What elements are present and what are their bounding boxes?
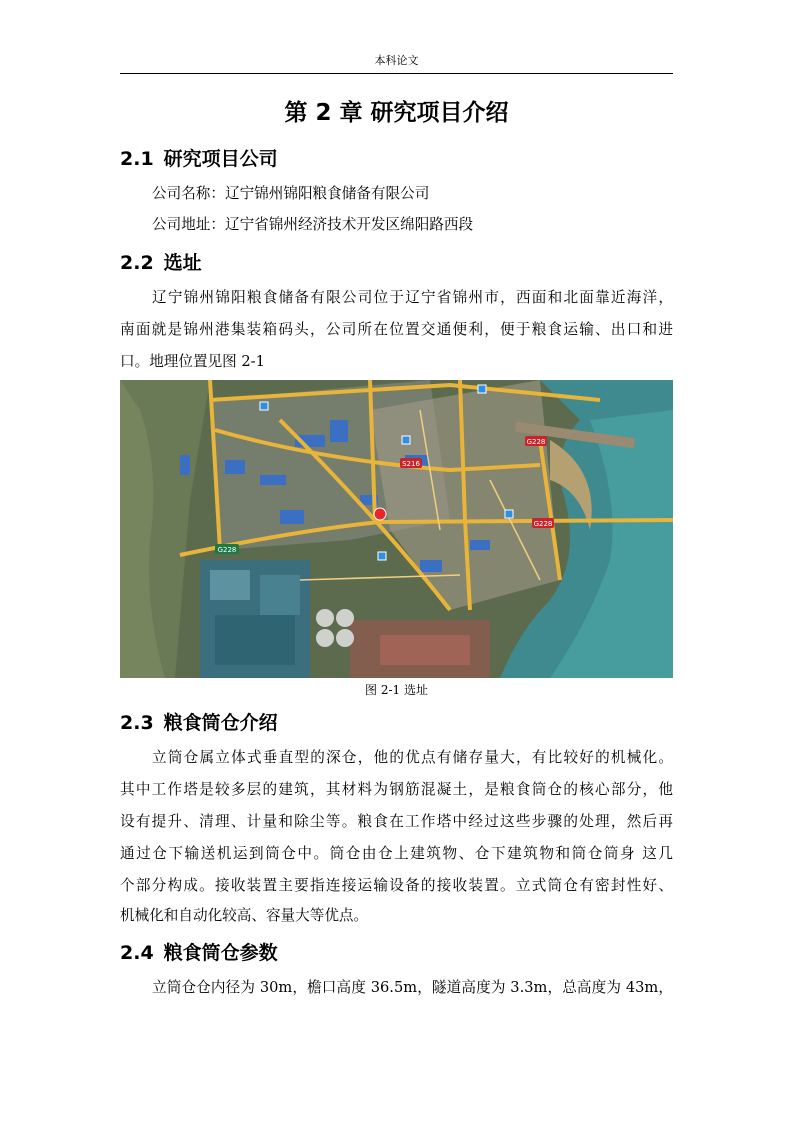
- chapter-title: 第 2 章 研究项目介绍: [284, 100, 509, 126]
- location-pin-icon: [374, 508, 386, 520]
- section-heading-2-2: [120, 248, 202, 275]
- section-number: 2.1: [120, 148, 154, 170]
- section-number: 2.4: [120, 942, 154, 964]
- section-heading-2-1: [120, 144, 278, 171]
- paragraph-line: 机械化和自动化较高、容量大等优点。: [120, 907, 369, 924]
- paragraph-line: 立筒仓仓内径为 30m，檐口高度 36.5m，隧道高度为 3.3m，总高度为 43m，: [152, 979, 673, 996]
- satellite-map-image: [120, 380, 673, 678]
- road-label: G228: [526, 438, 546, 446]
- paragraph-line: 立筒仓属立体式垂直型的深仓，他的优点有储存量大，有比较好的机械化。: [152, 749, 673, 766]
- section-title: 粮食筒仓参数: [163, 942, 278, 964]
- paragraph-line: 辽宁锦州锦阳粮食储备有限公司位于辽宁省锦州市，西面和北面靠近海洋，: [152, 289, 673, 306]
- section-heading-2-3: [120, 708, 278, 735]
- paragraph-line: 南面就是锦州港集装箱码头，公司所在位置交通便利，便于粮食运输、出口和进: [120, 321, 673, 338]
- company-name-line: 公司名称：辽宁锦州锦阳粮食储备有限公司: [152, 185, 430, 202]
- road-label: G228: [533, 520, 553, 528]
- paragraph-line: 口。地理位置见图 2-1: [120, 353, 265, 370]
- paragraph-line: 通过仓下输送机运到筒仓中。筒仓由仓上建筑物、仓下建筑物和筒仓筒身 这几: [120, 845, 673, 862]
- road-label: G228: [217, 546, 237, 554]
- road-label: S216: [402, 460, 420, 468]
- section-title: 选址: [163, 252, 202, 274]
- section-number: 2.2: [120, 252, 154, 274]
- header-rule: [120, 73, 673, 74]
- paragraph-line: 设有提升、清理、计量和除尘等。粮食在工作塔中经过这些步骤的处理，然后再: [120, 813, 673, 830]
- section-number: 2.3: [120, 712, 154, 734]
- page-header: 本科论文: [374, 54, 419, 67]
- figure-caption: 图 2-1 选址: [365, 683, 428, 697]
- section-heading-2-4: [120, 938, 278, 965]
- section-title: 粮食筒仓介绍: [163, 712, 278, 734]
- company-address-line: 公司地址：辽宁省锦州经济技术开发区绵阳路西段: [152, 216, 474, 233]
- location-map: [120, 380, 673, 678]
- section-title: 研究项目公司: [163, 148, 278, 170]
- paragraph-line: 其中工作塔是较多层的建筑，其材料为钢筋混凝土，是粮食筒仓的核心部分，他: [120, 781, 673, 798]
- paragraph-line: 个部分构成。接收装置主要指连接运输设备的接收装置。立式筒仓有密封性好、: [120, 877, 673, 894]
